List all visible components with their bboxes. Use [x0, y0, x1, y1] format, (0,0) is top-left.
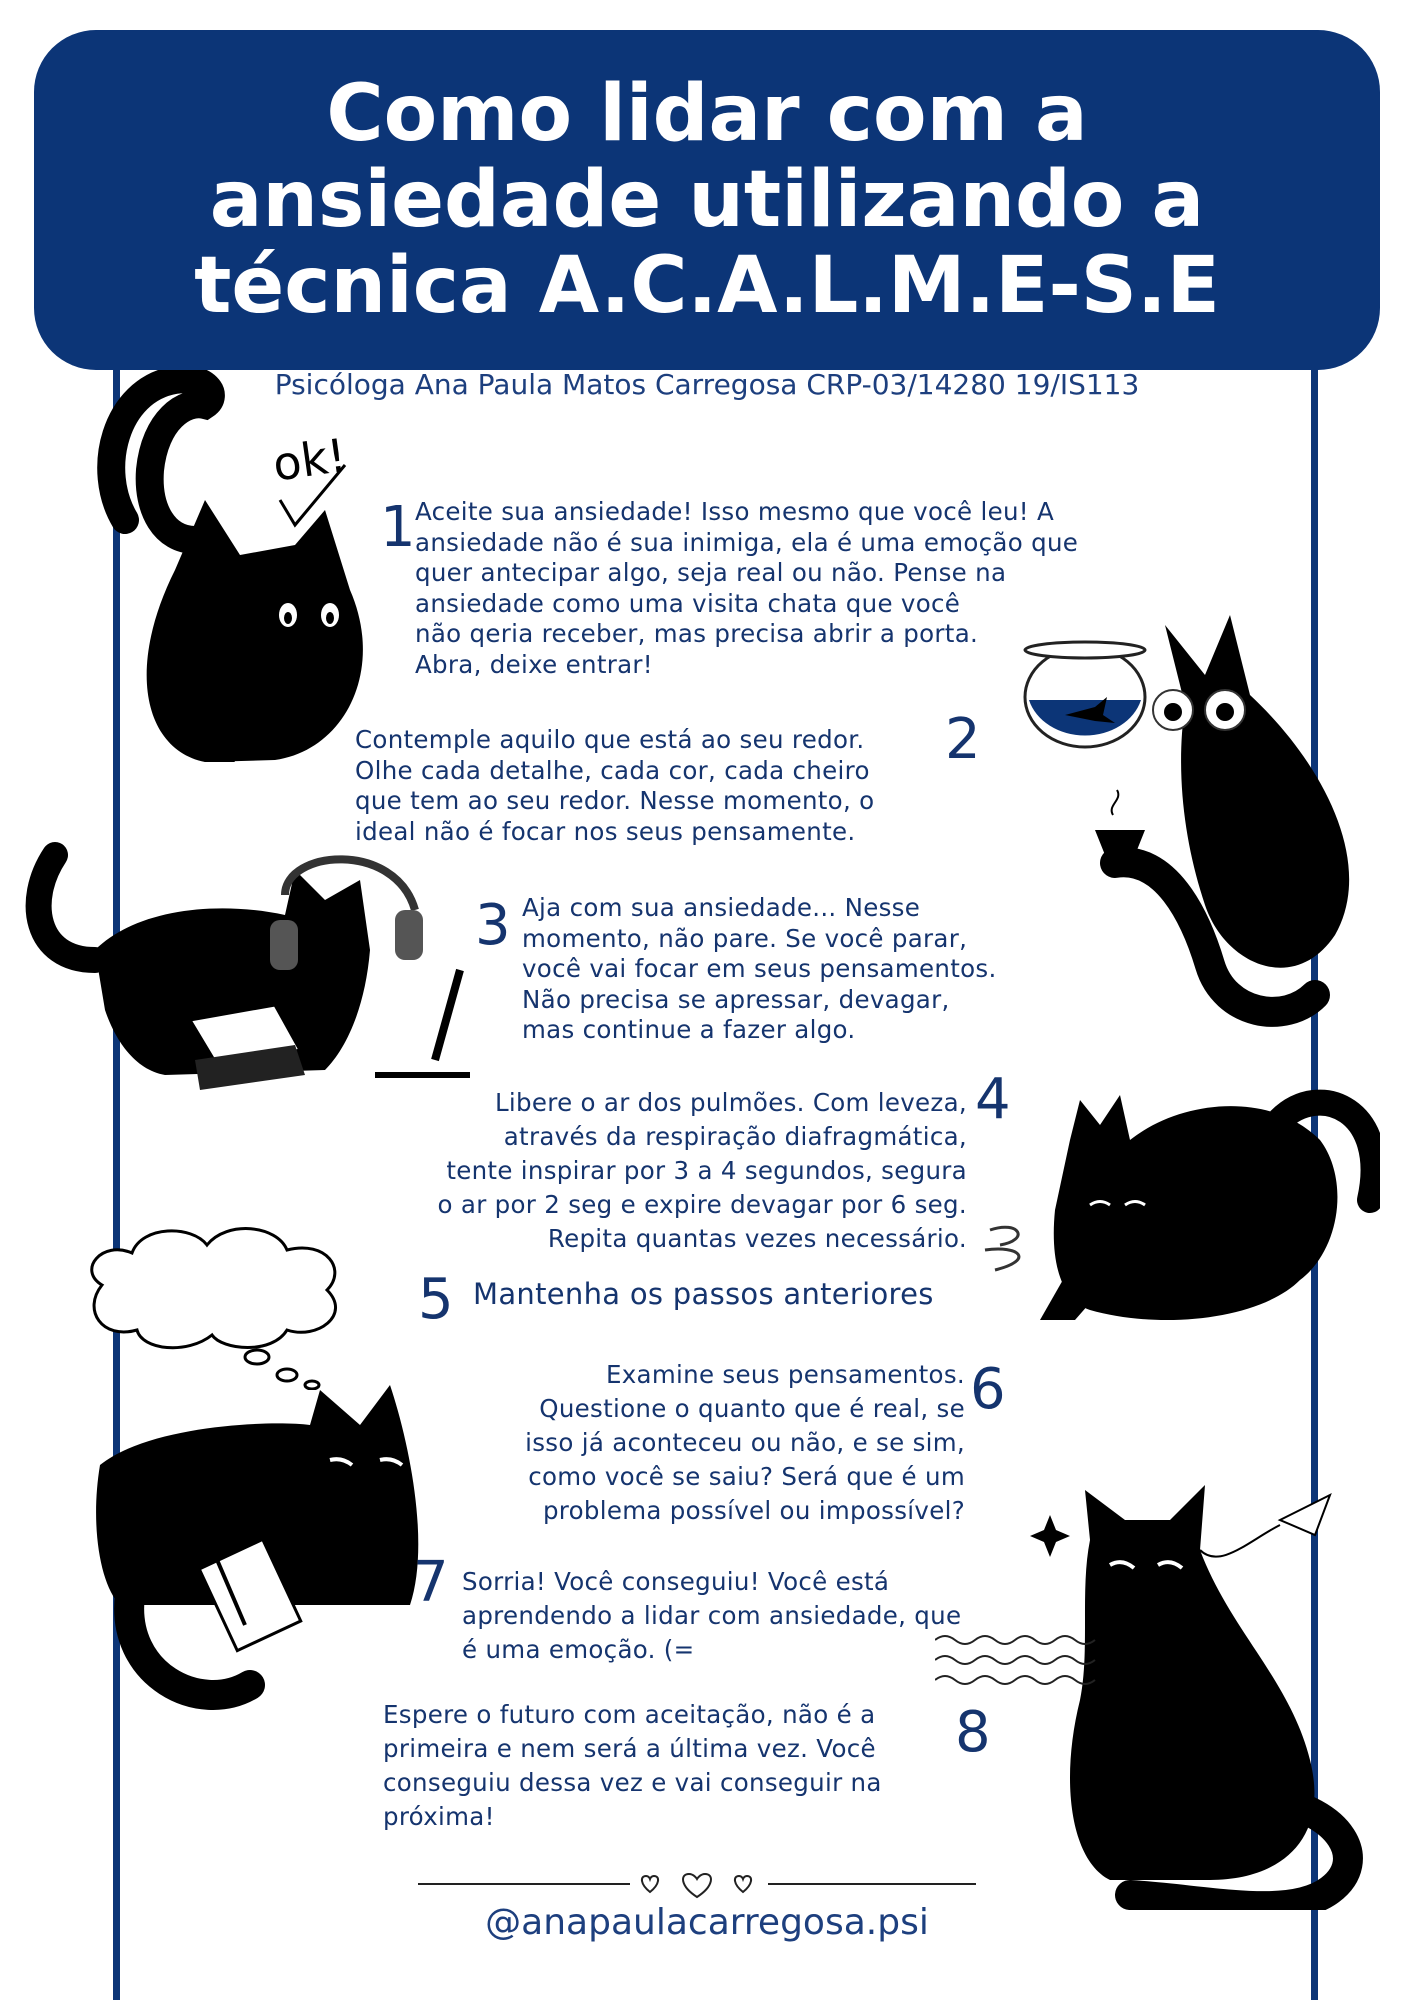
step-4-line: Repita quantas vezes necessário. — [547, 1224, 967, 1253]
footer-divider-right — [768, 1883, 976, 1885]
step-6-line: Examine seus pensamentos. — [605, 1360, 965, 1389]
step-3-line: você vai focar em seus pensamentos. — [522, 954, 997, 983]
cat-breathing-illustration — [980, 1080, 1380, 1330]
step-4-text — [360, 1086, 967, 1256]
step-4-line: através da respiração diafragmática, — [503, 1122, 967, 1151]
step-1-line: quer antecipar algo, seja real ou não. Pense na — [415, 558, 1007, 587]
step-6-line: isso já aconteceu ou não, e se sim, — [525, 1428, 965, 1457]
step-4-line: o ar por 2 seg e expire devagar por 6 seg. — [437, 1190, 967, 1219]
step-7-text — [462, 1565, 1062, 1667]
step-2-line: Contemple aquilo que está ao seu redor. — [355, 725, 865, 754]
title-line-3: técnica A.C.A.L.M.E-S.E — [194, 241, 1220, 331]
step-8-line: conseguiu dessa vez e vai conseguir na — [383, 1768, 882, 1797]
step-2-text — [355, 725, 955, 847]
step-3-text — [522, 893, 1102, 1046]
social-handle[interactable]: @anapaulacarregosa.psi — [485, 1902, 929, 1943]
step-2-number: 2 — [945, 707, 981, 772]
step-8-line: Espere o futuro com aceitação, não é a — [383, 1700, 876, 1729]
cat-notepad-illustration — [90, 1385, 440, 1730]
step-8-text — [383, 1698, 973, 1834]
step-5-line: Mantenha os passos anteriores — [473, 1277, 934, 1311]
step-5-text — [473, 1279, 1033, 1310]
step-3-line: mas continue a fazer algo. — [522, 1015, 856, 1044]
step-4-number: 4 — [975, 1067, 1011, 1132]
step-1-line: ansiedade não é sua inimiga, ela é uma emoção que — [415, 527, 1079, 557]
thought-cloud-illustration — [62, 1215, 362, 1390]
author-credit: Psicóloga Ana Paula Matos Carregosa CRP-03/14280 19/IS113 — [274, 368, 1140, 401]
step-6-line: como você se saiu? Será que é um — [528, 1462, 965, 1491]
heart-icons — [635, 1870, 765, 1900]
title-banner — [34, 30, 1380, 370]
step-2-line: que tem ao seu redor. Nesse momento, o — [355, 786, 875, 815]
step-7-line: é uma emoção. (= — [462, 1635, 695, 1664]
cat-ok-illustration — [55, 370, 375, 770]
step-8-line: próxima! — [383, 1802, 495, 1831]
step-7-line: Sorria! Você conseguiu! Você está — [462, 1567, 890, 1596]
step-3-line: momento, não pare. Se você parar, — [522, 923, 968, 953]
step-2-line: ideal não é focar nos seus pensamente. — [355, 816, 856, 846]
cat-headphones-illustration — [15, 840, 475, 1110]
step-3-number: 3 — [475, 893, 511, 958]
step-3-line: Aja com sua ansiedade... Nesse — [522, 893, 921, 922]
footer-divider-left — [418, 1883, 630, 1885]
step-6-line: problema possível ou impossível? — [542, 1496, 965, 1525]
step-1-line: ansiedade como uma visita chata que você — [415, 588, 961, 618]
step-1-line: não qeria receber, mas precisa abrir a porta. — [415, 619, 979, 648]
step-8-number: 8 — [955, 1700, 991, 1765]
ok-label: ok! — [269, 427, 350, 492]
step-1-number: 1 — [380, 495, 416, 560]
step-6-text — [420, 1358, 965, 1528]
step-1-text — [415, 497, 1195, 680]
title-line-1: Como lidar com a — [326, 69, 1088, 159]
step-5-number: 5 — [418, 1267, 454, 1332]
step-7-number: 7 — [413, 1550, 449, 1615]
step-4-line: tente inspirar por 3 a 4 segundos, segura — [446, 1156, 967, 1185]
step-1-line: Aceite sua ansiedade! Isso mesmo que você leu! A — [415, 497, 1055, 526]
step-4-line: Libere o ar dos pulmões. Com leveza, — [494, 1088, 967, 1117]
page-title — [157, 71, 1257, 329]
step-3-line: Não precisa se apressar, devagar, — [522, 984, 950, 1014]
step-8-line: primeira e nem será a última vez. Você — [383, 1734, 876, 1763]
step-7-line: aprendendo a lidar com ansiedade, que — [462, 1601, 962, 1630]
title-line-2: ansiedade utilizando a — [209, 155, 1205, 245]
step-2-line: Olhe cada detalhe, cada cor, cada cheiro — [355, 755, 870, 785]
step-1-line: Abra, deixe entrar! — [415, 649, 653, 679]
step-6-number: 6 — [970, 1357, 1006, 1422]
step-6-line: Questione o quanto que é real, se — [539, 1394, 965, 1423]
